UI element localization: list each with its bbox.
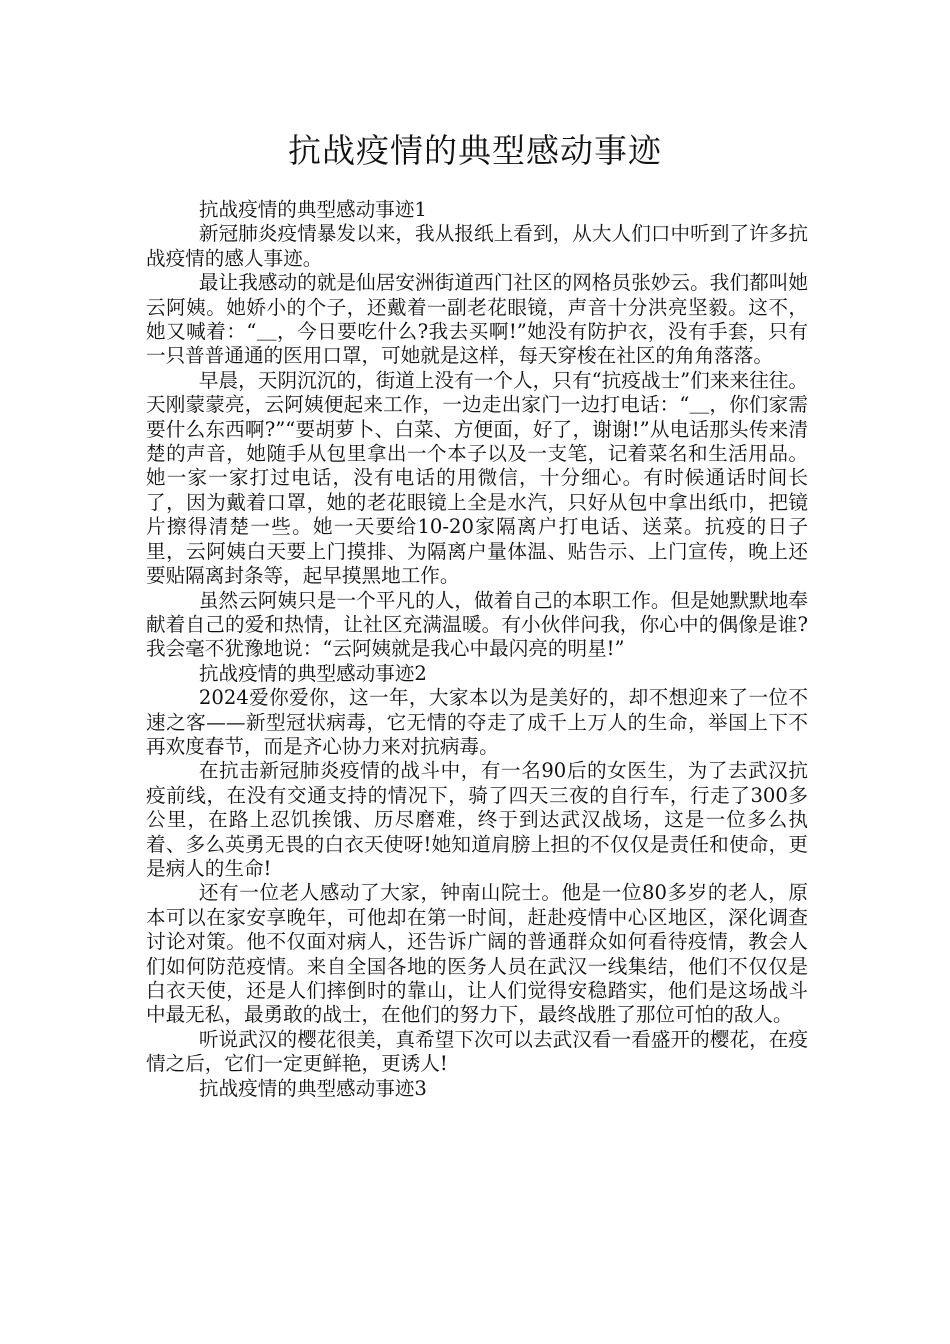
document-title: 抗战疫情的典型感动事迹 bbox=[288, 131, 662, 170]
paragraph: 2024爱你爱你，这一年，大家本以为是美好的，却不想迎来了一位不速之客——新型冠状病毒，它无情的夺走了成千上万人的生命，举国上下不再欢度春节，而是齐心协力来对抗病毒。 bbox=[146, 686, 808, 758]
section-heading-3: 抗战疫情的典型感动事迹3 bbox=[198, 1076, 427, 1100]
paragraph: 听说武汉的樱花很美，真希望下次可以去武汉看一看盛开的樱花，在疫情之后，它们一定更鲜艳，更诱人! bbox=[146, 1027, 808, 1076]
section-heading-1: 抗战疫情的典型感动事迹1 bbox=[198, 198, 427, 221]
document-body bbox=[146, 198, 808, 1101]
paragraph: 在抗击新冠肺炎疫情的战斗中，有一名90后的女医生，为了去武汉抗疫前线，在没有交通支持的情况下，骑了四天三夜的自行车，行走了300多公里，在路上忍饥挨饿、历尽磨难，终于到达武汉战场，这是一位多么执着、多么英勇无畏的白衣天使呀!她知道肩膀上担的不仅仅是责任和使命，更是病人的生命! bbox=[146, 759, 808, 880]
paragraph: 早晨，天阴沉沉的，街道上没有一个人，只有“抗疫战士”们来来往往。天刚蒙蒙亮，云阿姨便起来工作，一边走出家门一边打电话：“＿，你们家需要什么东西啊?”“要胡萝卜、白菜、方便面，好了，谢谢!”从电话那头传来清楚的声音，她随手从包里拿出一个本子以及一支笔，记着菜名和生活用品。她一家一家打过电话，没有电话的用微信，十分细心。有时候通话时间长了，因为戴着口罩，她的老花眼镜上全是水汽，只好从包中拿出纸巾，把镜片擦得清楚一些。她一天要给10-20家隔离户打电话、送菜。抗疫的日子里，云阿姨白天要上门摸排、为隔离户量体温、贴告示、上门宣传，晚上还要贴隔离封条等，起早摸黑地工作。 bbox=[146, 368, 808, 588]
paragraph: 还有一位老人感动了大家，钟南山院士。他是一位80多岁的老人，原本可以在家安享晚年，可他却在第一时间，赶赴疫情中心区地区，深化调查讨论对策。他不仅面对病人，还告诉广阔的普通群众如何看待疫情，教会人们如何防范疫情。来自全国各地的医务人员在武汉一线集结，他们不仅仅是白衣天使，还是人们摔倒时的靠山，让人们觉得安稳踏实，他们是这场战斗中最无私，最勇敢的战士，在他们的努力下，最终战胜了那位可怕的敌人。 bbox=[146, 881, 808, 1027]
paragraph: 虽然云阿姨只是一个平凡的人，做着自己的本职工作。但是她默默地奉献着自己的爱和热情，让社区充满温暖。有小伙伴问我，你心中的偶像是谁?我会毫不犹豫地说：“云阿姨就是我心中最闪亮的明星!” bbox=[146, 588, 808, 661]
paragraph: 最让我感动的就是仙居安洲街道西门社区的网格员张妙云。我们都叫她云阿姨。她娇小的个子，还戴着一副老花眼镜，声音十分洪亮坚毅。这不，她又喊着：“＿，今日要吃什么?我去买啊!”她没有防护衣，没有手套，只有一只普普通通的医用口罩，可她就是这样，每天穿梭在社区的角角落落。 bbox=[146, 271, 808, 368]
section-heading-2: 抗战疫情的典型感动事迹2 bbox=[198, 661, 427, 685]
paragraph: 新冠肺炎疫情暴发以来，我从报纸上看到，从大人们口中听到了许多抗战疫情的感人事迹。 bbox=[146, 222, 808, 270]
